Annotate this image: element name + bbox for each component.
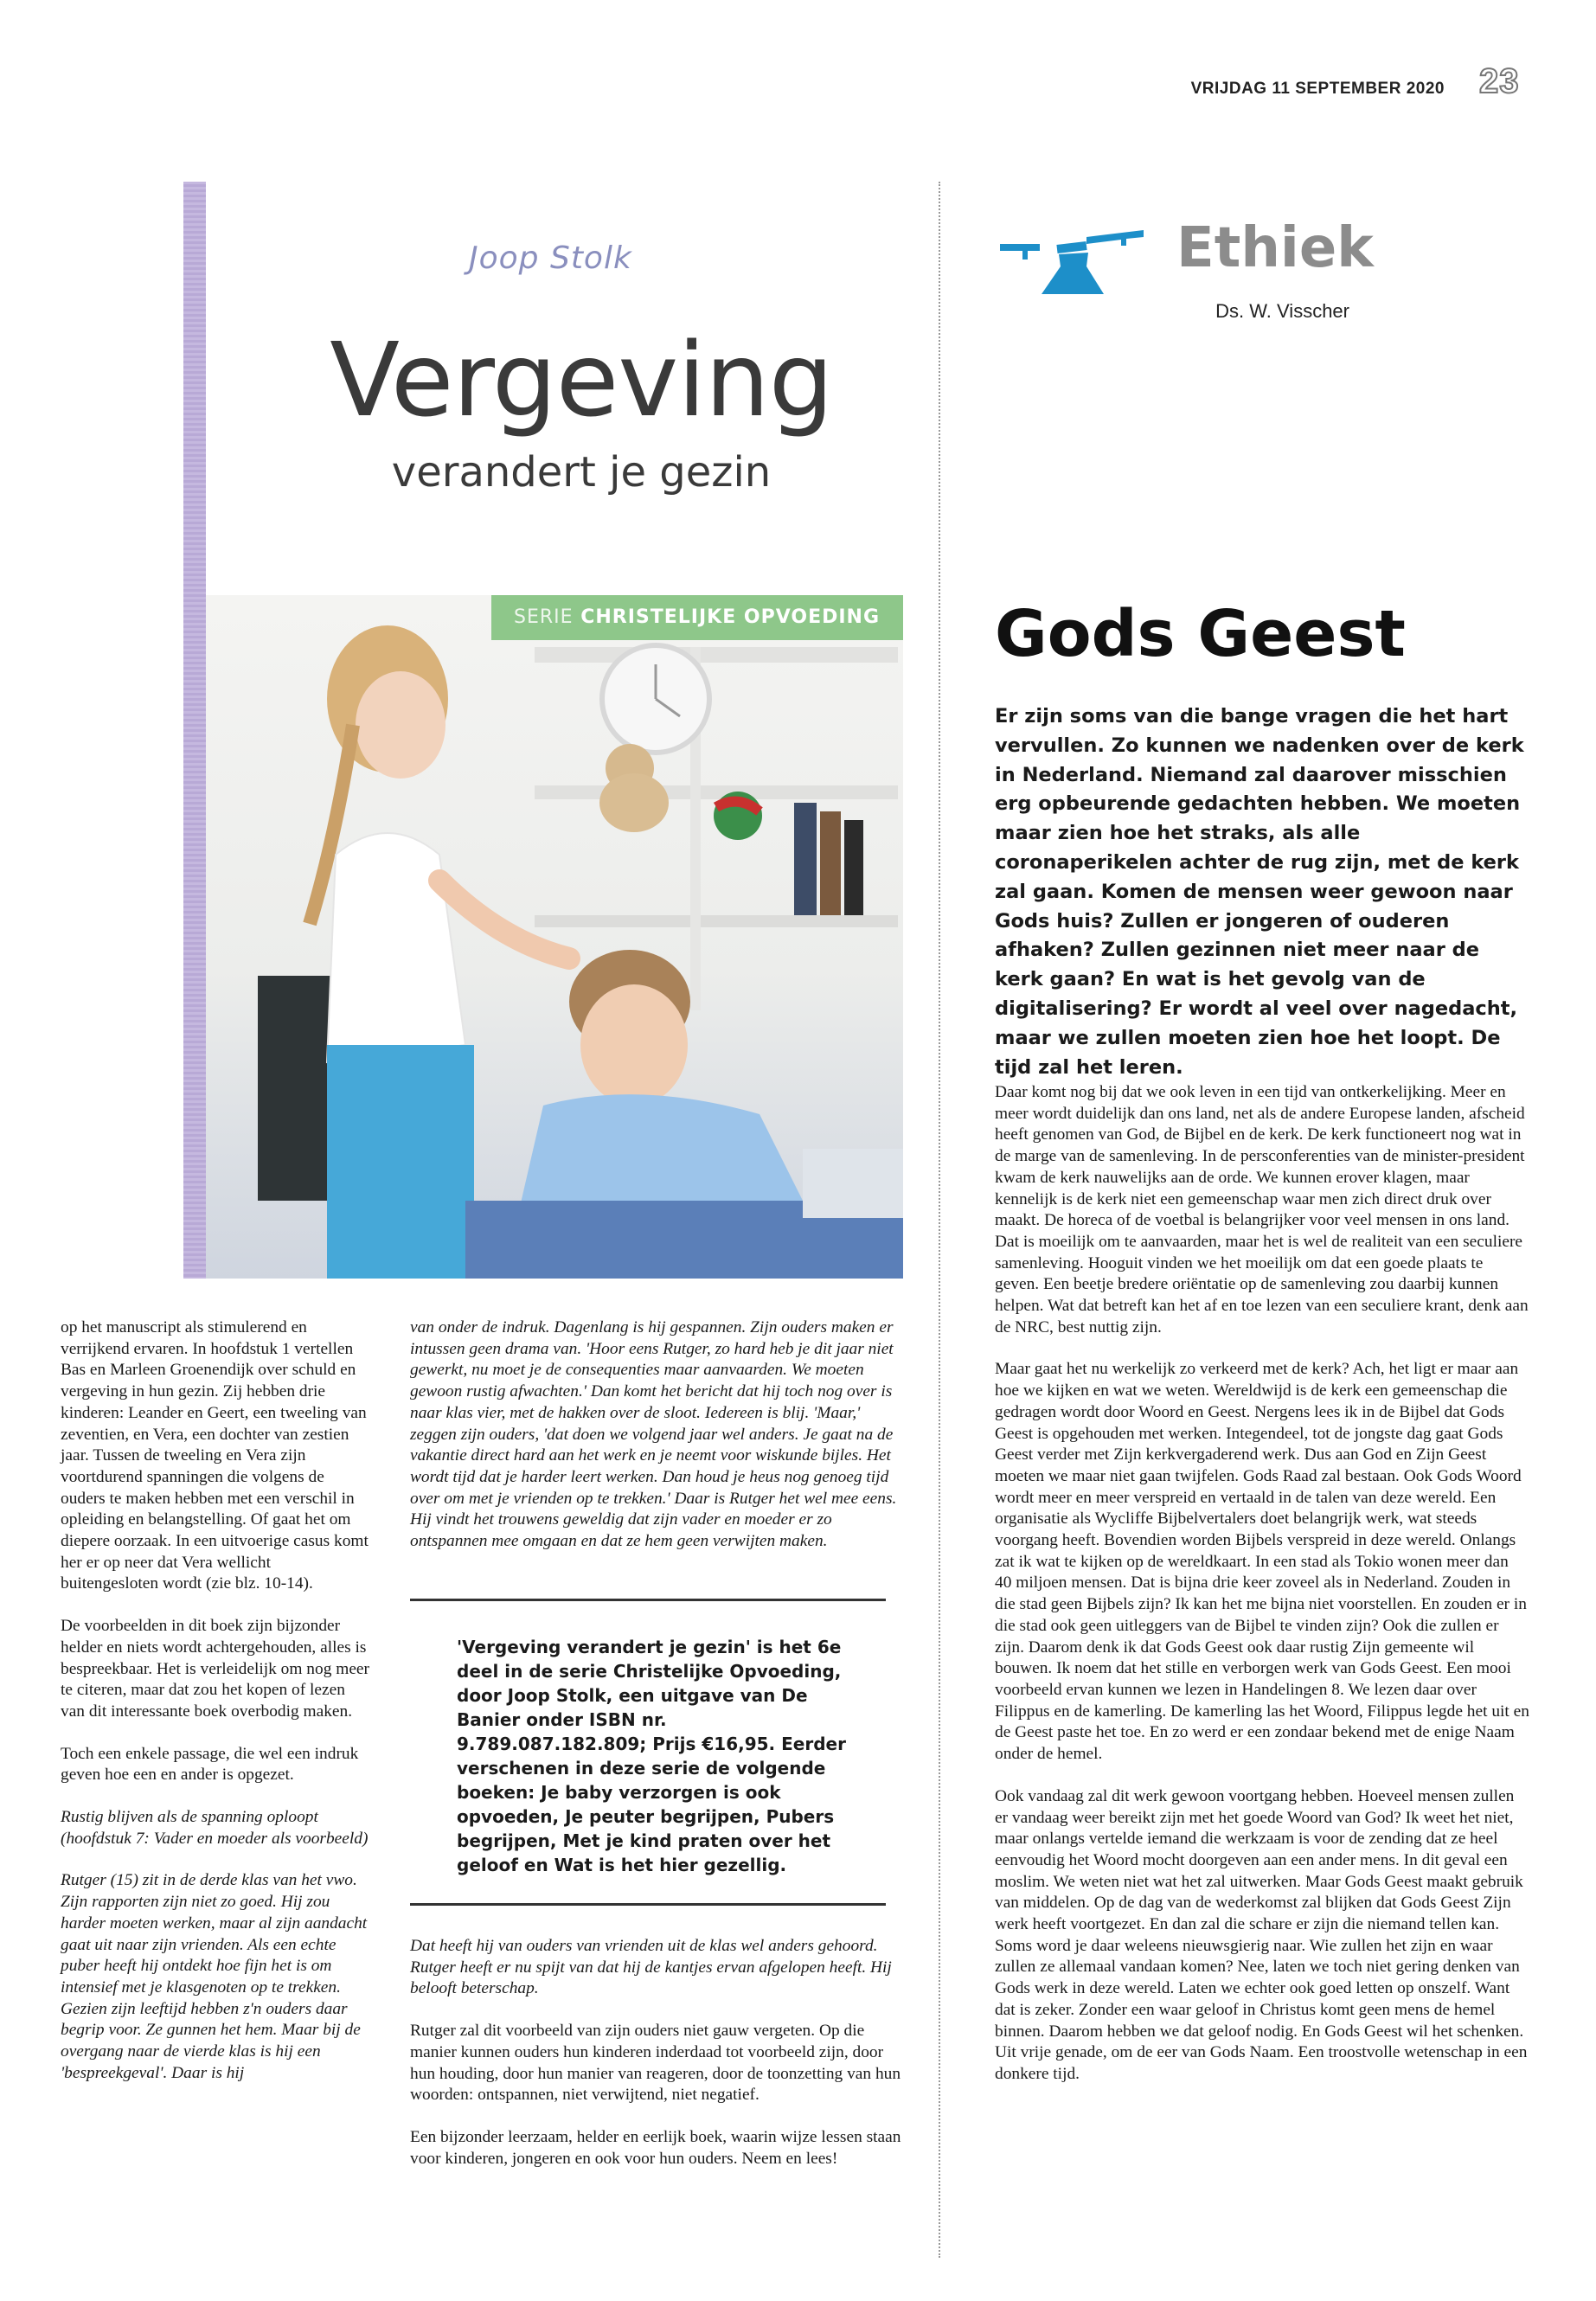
book-cover-image	[183, 182, 903, 1279]
review-column-2	[410, 1317, 903, 1574]
article-title: Gods Geest	[995, 597, 1406, 671]
article-paragraph: Ook vandaag zal dit werk gewoon voortgang hebben. Hoeveel mensen zullen er vandaag weer bereikt zijn met het goede Woord van God? Ik weet het niet, maar onlangs vertelde iemand die werkzaam is voor de zending dat ze heel eenvoudig het Woord mocht doorgeven aan een ander mens. In dit geval een moslim. We weten niet wat het zal uitwerken. Maar Gods Geest maakt gebruik van middelen. Op de dag van de wederkomst zal blijken dat Gods Geest Zijn werk heeft voortgezet. En dan zal die schare er zijn die niemand tellen kan. Soms word je daar weleens nieuwsgierig naar. Wie zullen het zijn en waar zullen ze allemaal vandaan komen? Nee, laten we toch niet gering denken van Gods werk in deze wereld. Laten we echter ook goed letten op onszelf. Want dat is zeker. Zonder een waar geloof in Christus komt geen mens de hemel binnen. Daarom hebben we dat geloof nodig. En Gods Geest wil het schenken. Uit vrije genade, om de eer van Gods Naam. Een troostvolle wetenschap in een donkere tijd.	[995, 1786, 1528, 2083]
book-spine	[183, 182, 206, 1279]
book-subtitle: verandert je gezin	[391, 448, 772, 497]
review-column-1	[61, 1317, 372, 2106]
book-quote: Rutger (15) zit in de derde klas van het vwo. Zijn rapporten zijn niet zo goed. Hij zou harder moeten werken, maar al zijn aandacht gaat uit naar zijn vrienden. Als een echte puber heeft hij ontdekt hoe fijn het is om intensief met je klasgenoten op te trekken. Gezien zijn leeftijd hebben z'n ouders daar begrip voor. Ze gunnen het hem. Maar bij de overgang naar de vierde klas is hij een 'bespreekgeval'. Daar is hij	[61, 1871, 368, 2082]
series-banner	[491, 595, 903, 640]
book-title: Vergeving	[330, 320, 833, 439]
series-name: CHRISTELIJKE OPVOEDING	[580, 606, 881, 628]
article-paragraph: Daar komt nog bij dat we ook leven in een tijd van ontkerkelijking. Meer en meer wordt duidelijk dan ons land, net als de andere Europese landen, afscheid heeft genomen van God, de Bijbel en de kerk. De kerk functioneert nog wat in de marge van de samenleving. In de persconferenties van de minister-president kwam de kerk nauwelijks aan de orde. We kunnen erover klagen, maar kennelijk is de kerk niet een gemeenschap waar men zich direct druk over maakt. De horeca of de voetbal is belangrijker voor veel mensen in ons land. Dat is moeilijk om te aanvaarden, maar het is wel de realiteit van een seculiere samenleving. Hooguit vinden we het moeilijk om dat een goede plaats te geven. Een beetje bredere oriëntatie op de samenleving zou daarbij kunnen helpen. Wat dat betreft kan het af en toe lezen van een seculiere krant, denk aan de NRC, best nuttig zijn.	[995, 1083, 1529, 1336]
book-quote: Dat heeft hij van ouders van vrienden uit de klas wel anders gehoord. Rutger heeft er nu spijt van dat hij de kantjes ervan afgelopen heeft. Hij belooft beterschap.	[410, 1937, 892, 1998]
review-paragraph: Toch een enkele passage, die wel een indruk geven hoe een en ander is opgezet.	[61, 1744, 359, 1785]
issue-date: VRIJDAG 11 SEPTEMBER 2020	[1190, 80, 1445, 98]
column-divider	[939, 182, 940, 2258]
scales-icon	[997, 215, 1147, 298]
review-column-2-lower	[410, 1936, 903, 2190]
book-info-box: 'Vergeving verandert je gezin' is het 6e deel in de serie Christelijke Opvoeding, door Joop Stolk, een uitgave van De Banier onder ISBN nr. 9.789.087.182.809; Prijs €16,95. Eerder verschenen in deze serie de volgende boeken: Je baby verzorgen is ook opvoeden, Je peuter begrijpen, Pubers begrijpen, Met je kind praten over het geloof en Wat is het hier gezellig.	[457, 1637, 846, 1875]
cover-photo-illustration	[206, 595, 903, 1279]
author-byline: Ds. W. Visscher	[1215, 300, 1349, 322]
info-box-top-rule	[410, 1599, 886, 1601]
page-number: 23	[1479, 62, 1520, 100]
review-paragraph: Rutger zal dit voorbeeld van zijn ouders niet gauw vergeten. Op die manier kunnen ouders hun kinderen inderdaad tot voorbeeld zijn, door hun houding, door hun manier van reageren, door de toonzetting van hun woorden: ontspannen, niet verwijtend, niet negatief.	[410, 2022, 901, 2105]
article-intro: Er zijn soms van die bange vragen die het hart vervullen. Zo kunnen we nadenken over de kerk in Nederland. Niemand zal daarover misschien erg opbeurende gedachten hebben. We moeten maar zien hoe het straks, als alle coronaperikelen achter de rug zijn, met de kerk zal gaan. Komen de mensen weer gewoon naar Gods huis? Zullen er jongeren of ouderen afhaken? Zullen gezinnen niet meer naar de kerk gaan? En wat is het gevolg van de digitalisering? Er wordt al veel over nagedacht, maar we zullen moeten zien hoe het loopt. De tijd zal het leren.	[995, 705, 1524, 1079]
series-prefix: SERIE	[514, 606, 574, 628]
cover-photo	[206, 595, 903, 1279]
quote-heading: Rustig blijven als de spanning oploopt (hoofdstuk 7: Vader en moeder als voorbeeld)	[61, 1808, 369, 1848]
review-paragraph: De voorbeelden in dit boek zijn bijzonder helder en niets wordt achtergehouden, alles is bespreekbaar. Het is verleidelijk om nog meer te citeren, maar dat zou het kopen of lezen van dit interessante boek overbodig maken.	[61, 1617, 369, 1721]
book-author: Joop Stolk	[469, 240, 632, 276]
info-box-bottom-rule	[410, 1903, 886, 1906]
article-paragraph: Maar gaat het nu werkelijk zo verkeerd met de kerk? Ach, het ligt er maar aan hoe we kijken en wat we weten. Wereldwijd is de kerk een gemeenschap die gedragen wordt door Woord en Geest. Nergens lees ik in de Bijbel dat Gods Geest is opgehouden met werken. Integendeel, tot de jongste dag gaat Gods Geest verder met Zijn kerkvergaderend werk. Dus aan God en Zijn Geest moeten we maar niet gaan twijfelen. Gods Raad zal bestaan. Ook Gods Woord wordt meer en meer verspreid en vertaald in de talen van deze wereld. Een organisatie als Wycliffe Bijbelvertalers doet belangrijk werk, wat steeds voorgang heeft. Bovendien worden Bijbels verspreid in deze wereld. Onlangs zat ik wat te kijken op de wereldkaart. In een stad als Tokio wonen meer dan 40 miljoen mensen. Dat is bijna drie keer zoveel als in Nederland. Zouden in die stad geen Bijbels zijn? Ik kan het me bijna niet voorstellen. En zouden er in die stad ook geen uitleggers van de Bijbel te vinden zijn? Ook die zullen er zijn. Daarom denk ik dat Gods Geest ook daar rustig Zijn gemeente wil bouwen. Ik noem dat het stille en verborgen werk van Gods Geest. Een mooi voorbeeld ervan kunnen we lezen in Handelingen 8. We lezen daar over Filippus en de kamerling. De kamerling las het Woord, Filippus legde het uit en de Geest paste het toe. En zo werd er een zondaar bekend met de enige Naam onder de hemel.	[995, 1360, 1529, 1764]
book-quote-continued: van onder de indruk. Dagenlang is hij gespannen. Zijn ouders maken er intussen geen drama van. 'Hoor eens Rutger, zo hard heb je dit jaar niet gewerkt, nu moet je de consequenties maar aanvaarden. We moeten gewoon rustig afwachten.' Dan komt het bericht dat hij toch nog over is naar klas vier, met de hakken over de sloot. Iedereen is blij. 'Maar,' zeggen zijn ouders, 'dat doen we volgend jaar wel anders. Je gaat na de vakantie direct hard aan het werk en je neemt voor wiskunde bijles. Het wordt tijd dat je harder leert werken. Dan houd je heus nog genoeg tijd over om met je vrienden op te trekken.' Daar is Rutger het wel mee eens. Hij vindt het trouwens geweldig dat zijn vader en moeder er zo ontspannen mee omgaan en dat ze hem geen verwijten maken.	[410, 1318, 897, 1551]
review-paragraph: op het manuscript als stimulerend en verrijkend ervaren. In hoofdstuk 1 vertellen Bas en Marleen Groenendijk over schuld en vergeving in hun gezin. Zij hebben drie kinderen: Leander en Geert, een tweeling van zeventien, en Vera, een dochter van zestien jaar. Tussen de tweeling en Vera zijn voortdurend spanningen die volgens de ouders te maken hebben met een verschil in opleiding en belangstelling. Of gaat het om diepere oorzaak. In een uitvoerige casus komt her er op neer dat Vera wellicht buitengesloten wordt (zie blz. 10-14).	[61, 1318, 369, 1593]
article-body	[995, 1082, 1529, 2106]
review-paragraph: Een bijzonder leerzaam, helder en eerlijk boek, waarin wijze lessen staan voor kinderen, jongeren en ook voor hun ouders. Neem en lees!	[410, 2127, 901, 2168]
section-category: Ethiek	[1176, 216, 1374, 280]
